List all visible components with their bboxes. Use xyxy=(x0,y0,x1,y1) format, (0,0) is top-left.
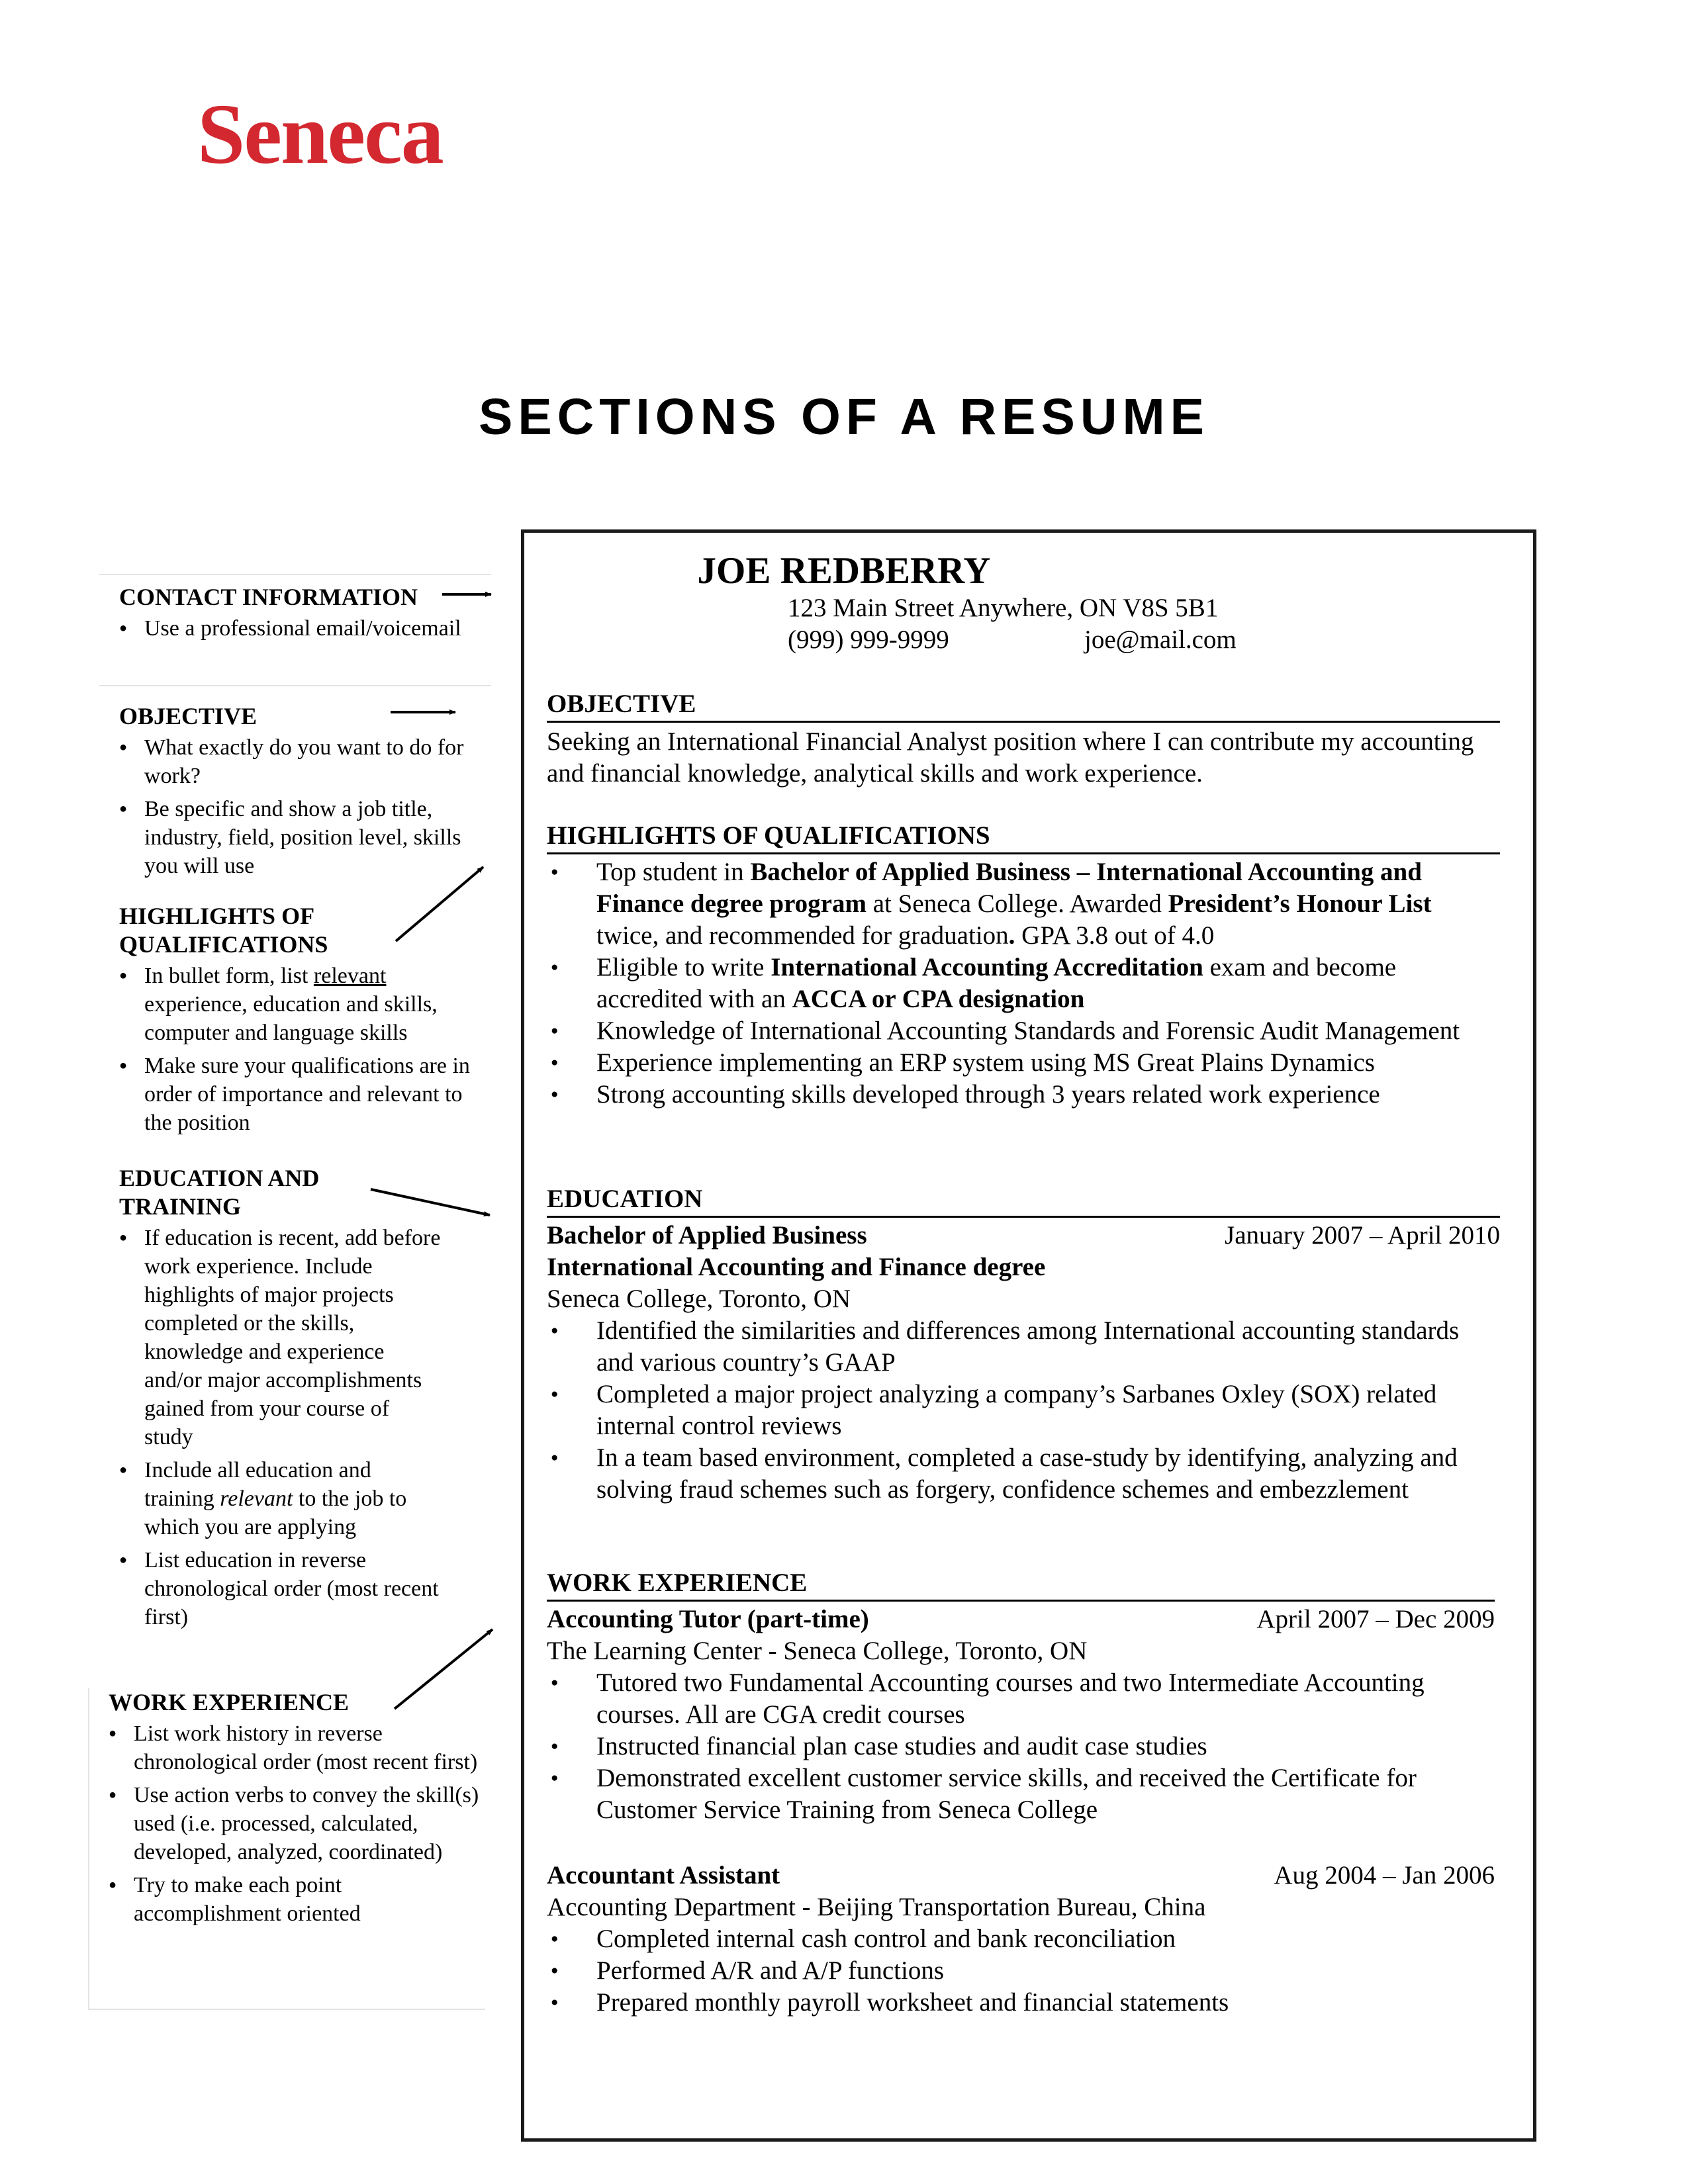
job-dates: April 2007 – Dec 2009 xyxy=(1256,1605,1495,1633)
arrow-highlights xyxy=(396,867,483,941)
education-degree: Bachelor of Applied Business xyxy=(547,1221,867,1250)
resume-address: 123 Main Street Anywhere, ON V8S 5B1 xyxy=(788,594,1219,622)
sidebar-contact-bullet: ● Use a professional email/voicemail xyxy=(119,614,477,643)
list-item: ● Experience implementing an ERP system using MS Great Plains Dynamics xyxy=(547,1047,1500,1079)
resume-objective-rule xyxy=(547,721,1500,723)
resume-objective-text: Seeking an International Financial Analyst position where I can contribute my accounting and financial knowledge, analytical skills and work experience. xyxy=(547,727,1474,788)
sidebar-work-bullet: ● List work history in reverse chronological order (most recent first) xyxy=(109,1719,479,1776)
list-item: ● Top student in Bachelor of Applied Business – International Accounting and Finance degree program at Seneca College. Awarded President’s Honour List twice, and recommended for graduation. GPA 3.8 out of 4.0 xyxy=(547,856,1500,952)
list-item: ● Completed internal cash control and bank reconciliation xyxy=(547,1923,1495,1955)
list-item: ● In a team based environment, completed a case-study by identifying, analyzing and solving fraud schemes such as forgery, confidence schemes and embezzlement xyxy=(547,1442,1500,1506)
resume-work-job-2 xyxy=(547,1860,1495,2019)
job-org: Accounting Department - Beijing Transportation Bureau, China xyxy=(547,1893,1206,1921)
resume-phone: (999) 999-9999 xyxy=(788,625,949,654)
education-program: International Accounting and Finance degree xyxy=(547,1253,1046,1281)
resume-education-rule xyxy=(547,1216,1500,1218)
page-title: SECTIONS OF A RESUME xyxy=(478,388,1210,445)
job-header xyxy=(547,1860,1495,1891)
resume-objective-heading: OBJECTIVE xyxy=(547,690,696,718)
sidebar-work-heading: WORK EXPERIENCE xyxy=(109,1689,350,1715)
sidebar-objective-bullet: ● Be specific and show a job title, industry, field, position level, skills you will use xyxy=(119,795,477,880)
resume-highlights-rule xyxy=(547,852,1500,854)
sidebar-objective-bullet: ● What exactly do you want to do for work? xyxy=(119,733,477,790)
resume-education-block xyxy=(547,1220,1500,1506)
resume-highlights-list xyxy=(547,856,1500,1111)
resume-email: joe@mail.com xyxy=(1084,625,1237,654)
education-school: Seneca College, Toronto, ON xyxy=(547,1285,851,1313)
list-item: ● Identified the similarities and differences among International accounting standards and various country’s GAAP xyxy=(547,1315,1500,1379)
list-item: ● Demonstrated excellent customer service skills, and received the Certificate for Customer Service Training from Seneca College xyxy=(547,1762,1495,1826)
sidebar-work-bullet: ● Try to make each point accomplishment oriented xyxy=(109,1871,479,1928)
list-item: ● Completed a major project analyzing a company’s Sarbanes Oxley (SOX) related internal control reviews xyxy=(547,1379,1500,1442)
education-dates: January 2007 – April 2010 xyxy=(1225,1221,1500,1250)
job-title: Accounting Tutor (part-time) xyxy=(547,1605,869,1633)
sidebar-work-bullet: ● Use action verbs to convey the skill(s) used (i.e. processed, calculated, developed, analyzed, coordinated) xyxy=(109,1781,479,1866)
sidebar-education-bullet: ● Include all education and training relevant to the job to which you are applying xyxy=(119,1456,429,1541)
resume-education-heading: EDUCATION xyxy=(547,1185,703,1213)
sidebar-contact-heading: CONTACT INFORMATION xyxy=(119,584,418,610)
arrow-work xyxy=(395,1629,492,1709)
job-header xyxy=(547,1604,1495,1635)
resume-highlights-heading: HIGHLIGHTS OF QUALIFICATIONS xyxy=(547,821,990,850)
list-item: ● Tutored two Fundamental Accounting courses and two Intermediate Accounting courses. All are CGA credit courses xyxy=(547,1667,1495,1731)
sidebar-highlights-heading: HIGHLIGHTS OF QUALIFICATIONS xyxy=(119,903,328,958)
sidebar-education-heading: EDUCATION AND TRAINING xyxy=(119,1165,320,1220)
resume-work-heading: WORK EXPERIENCE xyxy=(547,1569,808,1597)
sidebar-highlights-bullet: ● In bullet form, list relevant experience, education and skills, computer and language skills xyxy=(119,962,477,1047)
resume-name: JOE REDBERRY xyxy=(697,550,991,592)
job-dates: Aug 2004 – Jan 2006 xyxy=(1274,1861,1495,1889)
resume-work-rule xyxy=(547,1600,1495,1602)
sidebar-education-bullet: ● If education is recent, add before work experience. Include highlights of major projects completed or the skills, knowledge and experience and/or major accomplishments gained from your course of study xyxy=(119,1224,442,1451)
list-item: ● Knowledge of International Accounting Standards and Forensic Audit Management xyxy=(547,1015,1500,1047)
list-item: ● Strong accounting skills developed through 3 years related work experience xyxy=(547,1079,1500,1111)
job-title: Accountant Assistant xyxy=(547,1861,780,1889)
resume-work-job-1 xyxy=(547,1604,1495,1826)
arrow-education xyxy=(371,1189,490,1215)
seneca-logo: Seneca xyxy=(197,87,443,182)
sidebar-highlights-bullet: ● Make sure your qualifications are in order of importance and relevant to the position xyxy=(119,1052,477,1137)
list-item: ● Prepared monthly payroll worksheet and financial statements xyxy=(547,1987,1495,2019)
list-item: ● Instructed financial plan case studies and audit case studies xyxy=(547,1731,1495,1762)
education-entry-header xyxy=(547,1220,1500,1251)
sidebar-objective-heading: OBJECTIVE xyxy=(119,703,258,729)
sidebar-education-bullet: ● List education in reverse chronological order (most recent first) xyxy=(119,1546,442,1631)
list-item: ● Performed A/R and A/P functions xyxy=(547,1955,1495,1987)
list-item: ● Eligible to write International Accounting Accreditation exam and become accredited with an ACCA or CPA designation xyxy=(547,952,1500,1015)
job-org: The Learning Center - Seneca College, Toronto, ON xyxy=(547,1637,1088,1665)
